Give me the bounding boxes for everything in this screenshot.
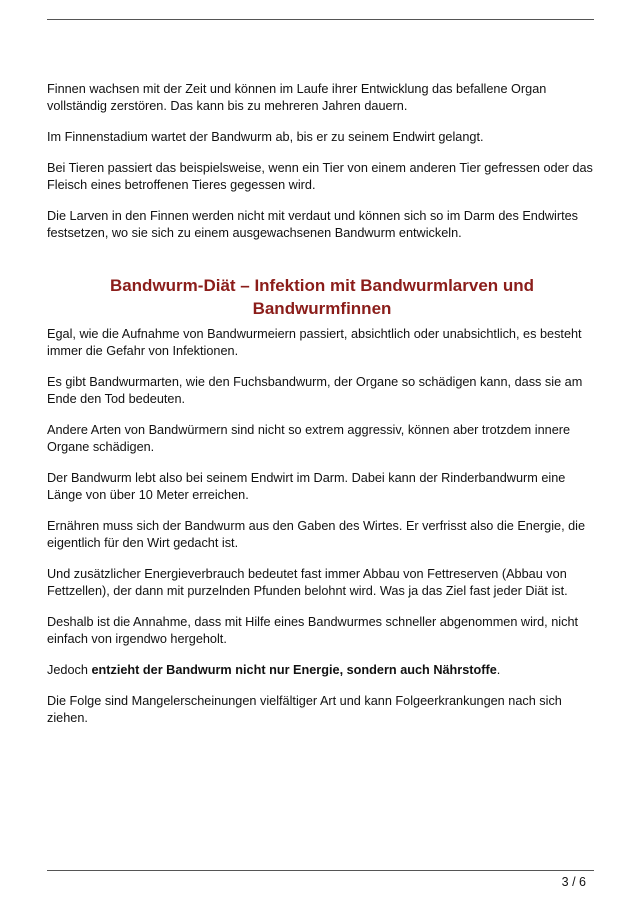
paragraph: Und zusätzlicher Energieverbrauch bedeutet fast immer Abbau von Fettreserven (Abbau von Fettzellen), der dann mit purzelnden Pfunden belohnt wird. Was ja das Ziel fast jeder Diät ist. xyxy=(47,567,568,598)
section-heading-line: Bandwurm-Diät – Infektion mit Bandwurmlarven und xyxy=(109,276,535,295)
paragraph: Ernähren muss sich der Bandwurm aus den Gaben des Wirtes. Er verfrisst also die Energie, die eigentlich für den Wirt gedacht ist. xyxy=(47,519,586,550)
paragraph: Der Bandwurm lebt also bei seinem Endwirt im Darm. Dabei kann der Rinderbandwurm eine Länge von über 10 Meter erreichen. xyxy=(47,471,566,502)
emphasis-after: . xyxy=(496,663,501,677)
header-rule xyxy=(47,19,594,20)
section-heading xyxy=(47,274,597,320)
paragraph: Finnen wachsen mit der Zeit und können im Laufe ihrer Entwicklung das befallene Organ vollständig zerstören. Das kann bis zu mehreren Jahren dauern. xyxy=(47,82,547,113)
emphasis-paragraph xyxy=(47,662,597,679)
paragraph: Im Finnenstadium wartet der Bandwurm ab, bis er zu seinem Endwirt gelangt. xyxy=(47,130,484,144)
paragraph: Es gibt Bandwurmarten, wie den Fuchsbandwurm, der Organe so schädigen kann, dass sie am Ende den Tod bedeuten. xyxy=(47,375,583,406)
paragraph: Die Larven in den Finnen werden nicht mit verdaut und können sich so im Darm des Endwirtes festsetzen, wo sie sich zu einem ausgewachsenen Bandwurm entwickeln. xyxy=(47,209,579,240)
page-content xyxy=(47,81,597,741)
paragraph: Deshalb ist die Annahme, dass mit Hilfe eines Bandwurmes schneller abgenommen wird, nicht einfach von irgendwo hergeholt. xyxy=(47,615,579,646)
footer-rule xyxy=(47,870,594,871)
paragraph: Egal, wie die Aufnahme von Bandwurmeiern passiert, absichtlich oder unabsichtlich, es besteht immer die Gefahr von Infektionen. xyxy=(47,327,582,358)
emphasis-bold-text: entzieht der Bandwurm nicht nur Energie, sondern auch Nährstoffe xyxy=(91,663,497,677)
page-number: 3 / 6 xyxy=(561,875,586,889)
paragraph: Die Folge sind Mangelerscheinungen vielfältiger Art und kann Folgeerkrankungen nach sich ziehen. xyxy=(47,694,562,725)
emphasis-before: Jedoch xyxy=(47,663,92,677)
paragraph: Andere Arten von Bandwürmern sind nicht so extrem aggressiv, können aber trotzdem innere Organe schädigen. xyxy=(47,423,571,454)
section-heading-line: Bandwurmfinnen xyxy=(252,299,392,318)
paragraph: Bei Tieren passiert das beispielsweise, wenn ein Tier von einem anderen Tier gefressen oder das Fleisch eines betroffenen Tieres gegessen wird. xyxy=(47,161,593,192)
